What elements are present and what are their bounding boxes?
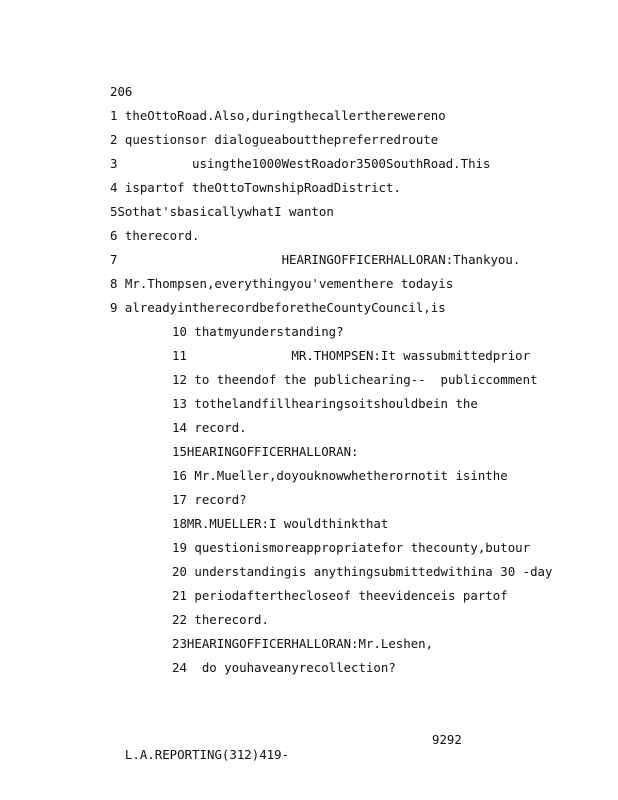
transcript-line: 11 MR.THOMPSEN:It wassubmittedprior: [172, 348, 531, 363]
transcript-line: 8 Mr.Thompsen,everythingyou'vementhere todayis: [110, 276, 454, 291]
transcript-line: 23HEARINGOFFICERHALLORAN:Mr.Leshen,: [172, 636, 434, 651]
transcript-line: 5Sothat'sbasicallywhatI wanton: [110, 204, 334, 219]
transcript-line: 3 usingthe1000WestRoador3500SouthRoad.This: [110, 156, 491, 171]
transcript-line: 4 ispartof theOttoTownshipRoadDistrict.: [110, 180, 401, 195]
transcript-line: 15HEARINGOFFICERHALLORAN:: [172, 444, 359, 459]
transcript-line: 17 record?: [172, 492, 247, 507]
footer-reporter: L.A.REPORTING(312)419-: [124, 747, 290, 762]
transcript-line: 21 periodafterthecloseof theevidenceis partof: [172, 588, 508, 603]
transcript-line: 22 therecord.: [172, 612, 269, 627]
transcript-line: 13 tothelandfillhearingsoitshouldbein the: [172, 396, 478, 411]
transcript-line: 2 questionsor dialogueaboutthepreferredroute: [110, 132, 439, 147]
footer-phone-tail: 9292: [432, 732, 462, 747]
transcript-line: 7 HEARINGOFFICERHALLORAN:Thankyou.: [110, 252, 521, 267]
transcript-line: 10 thatmyunderstanding?: [172, 324, 344, 339]
transcript-line: 24 do youhaveanyrecollection?: [172, 660, 396, 675]
transcript-line: 1 theOttoRoad.Also,duringthecallertherewereno: [110, 108, 446, 123]
transcript-line: 19 questionismoreappropriatefor thecounty,butour: [172, 540, 531, 555]
transcript-line: 6 therecord.: [110, 228, 200, 243]
transcript-line: 20 understandingis anythingsubmittedwithina 30 -day: [172, 564, 553, 579]
page-number: 206: [110, 84, 133, 99]
transcript-line: 14 record.: [172, 420, 247, 435]
transcript-line: 9 alreadyintherecordbeforetheCountyCouncil,is: [110, 300, 446, 315]
transcript-line: 16 Mr.Mueller,doyouknowwhetherornotit isinthe: [172, 468, 508, 483]
transcript-line: 12 to theendof the publichearing-- publiccomment: [172, 372, 538, 387]
transcript-line: 18MR.MUELLER:I wouldthinkthat: [172, 516, 389, 531]
reporter-footer: [110, 732, 462, 777]
